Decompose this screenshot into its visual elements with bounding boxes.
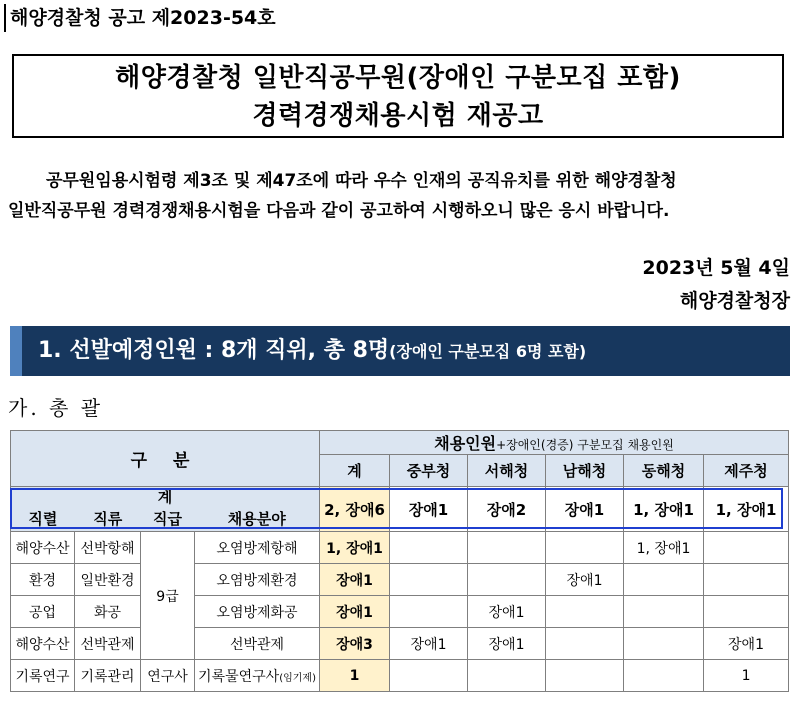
summary-table <box>10 430 789 692</box>
cell-value <box>704 532 789 564</box>
cell-value <box>390 532 468 564</box>
cell-type: 선박항해 <box>75 532 141 564</box>
cell-value <box>546 596 624 628</box>
table-row <box>11 564 789 596</box>
region-header: 중부청 <box>390 455 468 487</box>
subheading-summary: 가. 총 괄 <box>8 396 104 420</box>
cell-field: 선박관제 <box>195 628 320 660</box>
column-labels <box>11 507 319 531</box>
total-value: 장애2 <box>468 487 546 532</box>
cell-type: 기록관리 <box>75 660 141 692</box>
cell-field-label: 기록물연구사 <box>198 668 280 685</box>
cell-grade-merged: 9급 <box>141 532 195 660</box>
region-header: 계 <box>320 455 390 487</box>
total-value: 1, 장애1 <box>624 487 704 532</box>
cell-value: 장애1 <box>468 628 546 660</box>
cell-value <box>704 564 789 596</box>
section-1-bar <box>10 326 790 376</box>
table-row <box>11 596 789 628</box>
cell-value <box>390 596 468 628</box>
cell-type: 일반환경 <box>75 564 141 596</box>
total-label-cell <box>11 487 320 532</box>
region-header: 동해청 <box>624 455 704 487</box>
header-gubun: 구 분 <box>11 431 320 487</box>
header-hiring <box>320 431 789 455</box>
cell-value <box>546 628 624 660</box>
cell-value: 1, 장애1 <box>624 532 704 564</box>
cell-series: 기록연구 <box>11 660 75 692</box>
cell-value: 1 <box>704 660 789 692</box>
cell-value: 장애1 <box>468 596 546 628</box>
intro-line-1: 공무원임용시험령 제3조 및 제47조에 따라 우수 인재의 공직유치를 위한 해양경찰청 <box>46 171 677 191</box>
section-1-note: (장애인 구분모집 6명 포함) <box>389 342 587 361</box>
cell-value <box>468 660 546 692</box>
cell-type: 화공 <box>75 596 141 628</box>
region-header: 남해청 <box>546 455 624 487</box>
cell-value <box>624 596 704 628</box>
notice-number: 해양경찰청 공고 제2023-54호 <box>4 4 276 32</box>
cell-value <box>546 532 624 564</box>
region-header: 제주청 <box>704 455 789 487</box>
cell-field: 오염방제환경 <box>195 564 320 596</box>
issuer: 해양경찰청장 <box>679 290 790 312</box>
cell-grade: 연구사 <box>141 660 195 692</box>
cell-value: 장애1 <box>320 596 390 628</box>
intro-paragraph <box>8 166 792 226</box>
total-value: 장애1 <box>546 487 624 532</box>
cell-value <box>390 564 468 596</box>
cell-field-note: (임기제) <box>279 672 316 684</box>
cell-value <box>704 596 789 628</box>
title-box <box>12 54 784 138</box>
cell-value <box>624 564 704 596</box>
column-label-type: 직류 <box>93 510 123 528</box>
column-label-grade: 직급 <box>153 510 182 528</box>
title-line-2: 경력경쟁채용시험 재공고 <box>252 101 544 131</box>
notice-date: 2023년 5월 4일 <box>642 257 790 279</box>
column-label-field: 채용분야 <box>227 510 286 528</box>
intro-line-2: 일반직공무원 경력경쟁채용시험을 다음과 같이 공고하여 시행하오니 많은 응시 바랍니다. <box>8 201 670 221</box>
cell-type: 선박관제 <box>75 628 141 660</box>
table-row <box>11 628 789 660</box>
cell-field <box>195 660 320 692</box>
cell-value <box>546 660 624 692</box>
cell-value: 장애1 <box>546 564 624 596</box>
cell-value <box>468 564 546 596</box>
cell-value <box>468 532 546 564</box>
cell-series: 공업 <box>11 596 75 628</box>
cell-value <box>624 628 704 660</box>
cell-series: 해양수산 <box>11 532 75 564</box>
cell-series: 환경 <box>11 564 75 596</box>
cell-value: 장애1 <box>704 628 789 660</box>
total-value: 2, 장애6 <box>320 487 390 532</box>
cell-field: 오염방제항해 <box>195 532 320 564</box>
cell-value: 장애3 <box>320 628 390 660</box>
cell-series: 해양수산 <box>11 628 75 660</box>
region-header: 서해청 <box>468 455 546 487</box>
cell-value <box>624 660 704 692</box>
table-row <box>11 532 789 564</box>
total-value: 장애1 <box>390 487 468 532</box>
total-label: 계 <box>157 488 173 506</box>
cell-value: 1 <box>320 660 390 692</box>
section-1-title: 1. 선발예정인원 : 8개 직위, 총 8명 <box>38 338 390 363</box>
title-line-1: 해양경찰청 일반직공무원(장애인 구분모집 포함) <box>115 63 681 93</box>
cell-value <box>390 660 468 692</box>
cell-value: 장애1 <box>320 564 390 596</box>
cell-value: 장애1 <box>390 628 468 660</box>
cell-field: 오염방제화공 <box>195 596 320 628</box>
table-row <box>11 660 789 692</box>
column-label-series: 직렬 <box>28 510 58 528</box>
cell-value: 1, 장애1 <box>320 532 390 564</box>
header-hiring-note: +장애인(경증) 구분모집 채용인원 <box>496 438 674 452</box>
header-hiring-label: 채용인원 <box>434 434 497 453</box>
total-value: 1, 장애1 <box>704 487 789 532</box>
